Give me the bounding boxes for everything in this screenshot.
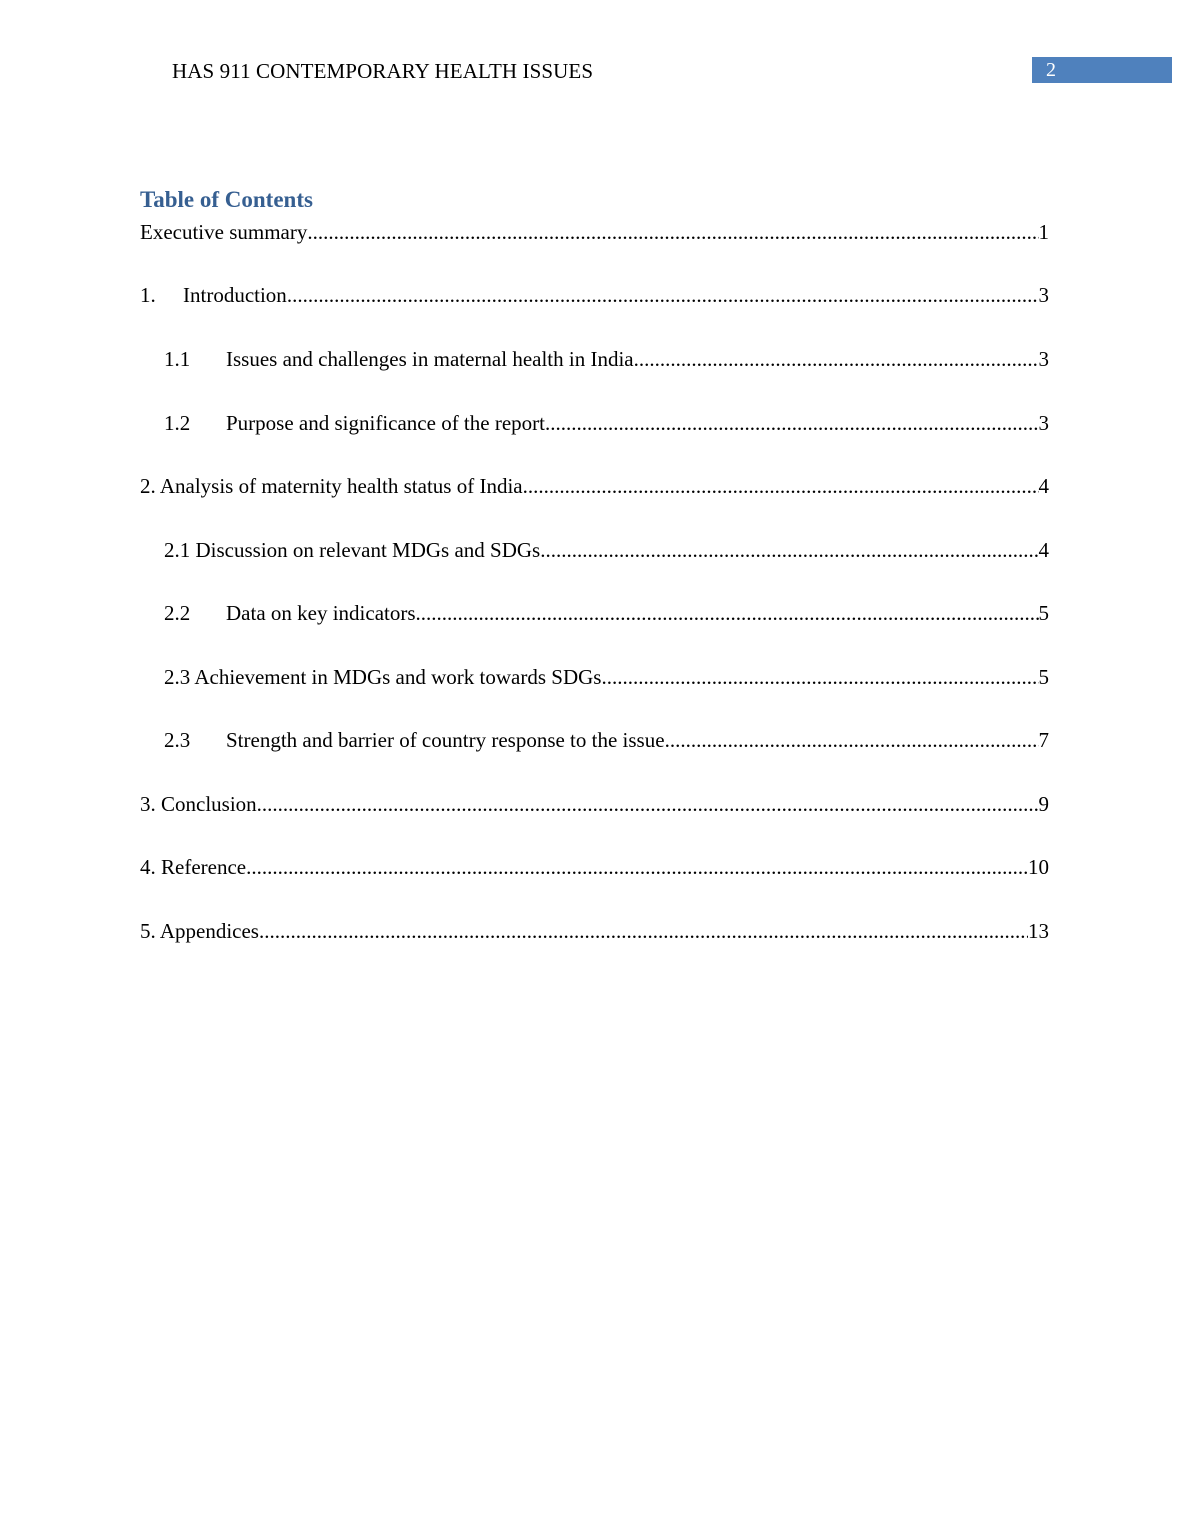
toc-entry-page: 13 — [1028, 919, 1049, 943]
toc-entry-label: Data on key indicators — [226, 601, 416, 625]
toc-entry-appendices[interactable] — [140, 918, 1049, 944]
toc-entry-page: 7 — [1038, 728, 1049, 752]
dot-leader — [257, 791, 1039, 817]
dot-leader — [545, 410, 1039, 436]
toc-entry-label: Issues and challenges in maternal health in India — [226, 347, 634, 371]
toc-entry-page: 5 — [1038, 601, 1049, 625]
toc-entry-page: 10 — [1028, 855, 1049, 879]
toc-entry-mdgs-sdgs-discussion[interactable] — [164, 537, 1049, 563]
toc-entry-label: Purpose and significance of the report — [226, 411, 545, 435]
toc-entry-label: 2. Analysis of maternity health status of India — [140, 474, 523, 498]
toc-entry-page: 9 — [1038, 792, 1049, 816]
toc-entry-label: 2.1 Discussion on relevant MDGs and SDGs — [164, 538, 541, 562]
toc-entry-label: Executive summary — [140, 220, 308, 244]
dot-leader — [246, 854, 1028, 880]
toc-entry-page: 1 — [1038, 220, 1049, 244]
toc-entry-page: 5 — [1038, 665, 1049, 689]
toc-entry-issues-and-challenges[interactable] — [164, 346, 1049, 372]
header-title: HAS 911 CONTEMPORARY HEALTH ISSUES — [172, 59, 594, 83]
toc-entry-label: 3. Conclusion — [140, 792, 257, 816]
toc-entry-page: 3 — [1038, 283, 1049, 307]
toc-entry-page: 3 — [1038, 347, 1049, 371]
toc-entry-strength-and-barrier[interactable] — [164, 727, 1049, 753]
dot-leader — [665, 727, 1039, 753]
toc-entry-label: Introduction — [183, 283, 287, 307]
toc-entry-label: 4. Reference — [140, 855, 247, 879]
toc-entry-number: 1.2 — [164, 411, 191, 435]
page-number-badge: 2 — [1032, 57, 1172, 83]
dot-leader — [416, 600, 1039, 626]
toc-entry-reference[interactable] — [140, 854, 1049, 880]
toc-entry-page: 4 — [1038, 474, 1049, 498]
toc-entry-purpose[interactable] — [164, 410, 1049, 436]
dot-leader — [540, 537, 1038, 563]
toc-entry-number: 1.1 — [164, 347, 191, 371]
toc-entry-key-indicators[interactable] — [164, 600, 1049, 626]
toc-entry-number: 2.3 — [164, 728, 191, 752]
dot-leader — [523, 473, 1039, 499]
toc-entry-achievement[interactable] — [164, 664, 1049, 690]
toc-entry-introduction[interactable] — [140, 282, 1049, 308]
toc-entry-conclusion[interactable] — [140, 791, 1049, 817]
dot-leader — [307, 219, 1038, 245]
toc-entry-label: 5. Appendices — [140, 919, 259, 943]
toc-entry-number: 2.2 — [164, 601, 191, 625]
toc-heading: Table of Contents — [140, 187, 313, 212]
toc-entry-page: 4 — [1038, 538, 1049, 562]
dot-leader — [287, 282, 1039, 308]
dot-leader — [259, 918, 1028, 944]
toc-entry-label: Strength and barrier of country response to the issue — [226, 728, 665, 752]
toc-entry-label: 2.3 Achievement in MDGs and work towards SDGs — [164, 665, 602, 689]
toc-entry-page: 3 — [1038, 411, 1049, 435]
toc-entry-number: 1. — [140, 283, 156, 307]
dot-leader — [601, 664, 1038, 690]
dot-leader — [634, 346, 1039, 372]
toc-entry-executive-summary[interactable] — [140, 219, 1049, 245]
toc-entry-analysis[interactable] — [140, 473, 1049, 499]
